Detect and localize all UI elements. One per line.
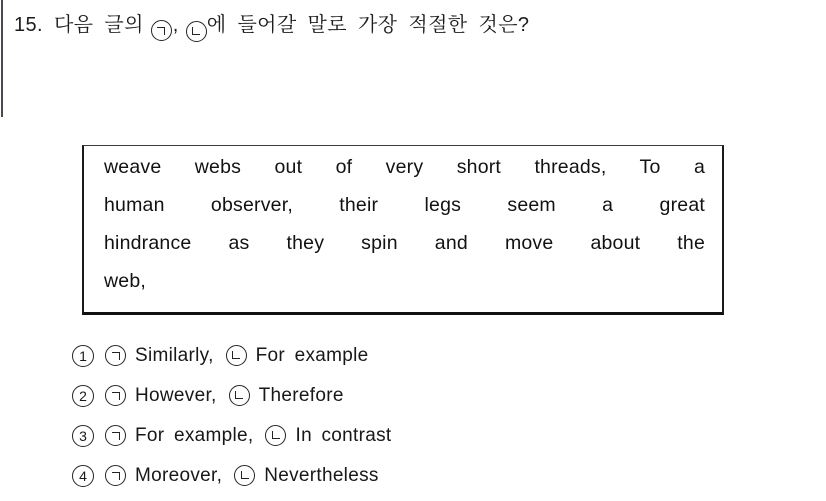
option-second-word: Nevertheless [264,464,379,486]
question-title [14,12,794,42]
option-first-word: Moreover, [135,464,223,486]
circled-giyeok-icon [151,20,172,41]
option-first-word: However, [135,384,217,406]
question-title-prefix: 15. 다음 글의 [14,14,144,36]
page-edge-line [1,0,3,117]
circled-nieun-icon [265,425,286,446]
nieun-stroke [272,431,280,439]
option-second-word: For example [255,344,369,366]
passage-line: weave webs out of very short threads, To a [104,156,705,178]
option-first-word: Similarly, [135,344,214,366]
circled-giyeok-icon [105,425,126,446]
options-list [72,341,792,501]
nieun-stroke [232,351,240,359]
circled-nieun-icon [186,21,207,42]
circled-giyeok-icon [105,385,126,406]
answer-option-4[interactable] [72,461,792,490]
nieun-stroke [192,27,200,35]
circled-nieun-icon [226,345,247,366]
question-title-suffix: 에 들어갈 말로 가장 적절한 것은? [206,14,530,36]
circled-nieun-icon [229,385,250,406]
giyeok-stroke [112,472,120,480]
passage-line: human observer, their legs seem a great [104,194,705,216]
option-number-badge: 3 [72,425,94,447]
answer-option-3[interactable] [72,421,792,450]
option-first-word: For example, [135,424,254,446]
giyeok-stroke [112,392,120,400]
circled-giyeok-icon [105,345,126,366]
question-title-comma: , [172,14,179,36]
passage-box [82,145,724,315]
giyeok-stroke [112,352,120,360]
passage-line: hindrance as they spin and move about the [104,232,705,254]
nieun-stroke [235,391,243,399]
option-number-badge: 1 [72,345,94,367]
option-number-badge: 2 [72,385,94,407]
giyeok-stroke [112,432,120,440]
passage-line: web, [104,270,146,292]
giyeok-stroke [157,27,165,35]
circled-nieun-icon [234,465,255,486]
option-number-badge: 4 [72,465,94,487]
option-second-word: Therefore [258,384,344,406]
option-second-word: In contrast [295,424,392,446]
answer-option-1[interactable] [72,341,792,370]
answer-option-2[interactable] [72,381,792,410]
circled-giyeok-icon [105,465,126,486]
nieun-stroke [241,471,249,479]
